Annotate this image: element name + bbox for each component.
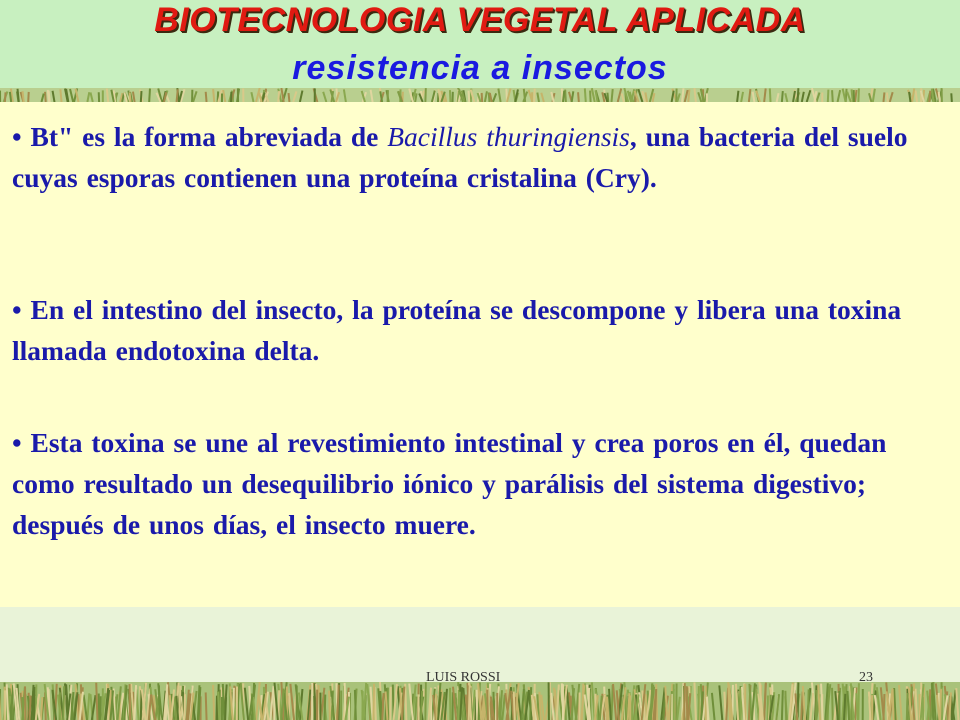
grass-blade [382, 693, 383, 720]
grass-blade [782, 91, 783, 102]
grass-blade [206, 92, 207, 102]
grass-blade [45, 92, 46, 102]
grass-blade [687, 686, 688, 720]
grass-blade [684, 683, 685, 720]
grass-blade [458, 692, 459, 720]
grass-blade [23, 91, 24, 102]
grass-blade [737, 91, 738, 102]
grass-blade [916, 689, 917, 720]
grass-blade [329, 691, 330, 720]
grass-blade [932, 683, 933, 720]
grass-blade [96, 683, 97, 720]
grass-blade [130, 92, 131, 102]
grass-blade [883, 92, 884, 102]
grass-blade [916, 90, 917, 102]
grass-blade [530, 687, 531, 720]
grass-blade [682, 88, 683, 102]
grass-blade [415, 93, 416, 102]
bullet-1-species-name: Bacillus thuringiensis [387, 121, 630, 152]
slide-content [0, 102, 960, 607]
slide-subtitle: resistencia a insectos [292, 49, 668, 87]
bullet-1-prefix: • Bt" es la forma abreviada de [12, 121, 388, 152]
grass-blade [907, 693, 908, 720]
grass-blade [611, 89, 612, 102]
grass-blade [30, 695, 31, 720]
grass-blade [436, 694, 437, 720]
grass-blade [390, 687, 391, 720]
slide-header [0, 0, 960, 92]
grass-blade [563, 91, 564, 102]
grass-blade [48, 90, 49, 102]
bullet-2: • En el intestino del insecto, la proteína se descompone y libera una toxina llamada endotoxina delta. [12, 294, 902, 366]
grass-blade [289, 93, 290, 102]
grass-blade [206, 692, 207, 720]
grass-blade [213, 89, 214, 102]
bullet-3: • Esta toxina se une al revestimiento intestinal y crea poros en él, quedan como resultado un desequilibrio iónico y parálisis del sistema digestivo; después de unos días, el insecto muere. [12, 427, 887, 540]
grass-blade [940, 689, 941, 720]
grass-blade [816, 690, 817, 720]
grass-border-top [0, 88, 960, 102]
grass-blade [18, 89, 19, 102]
grass-blade [534, 89, 535, 102]
grass-blade [5, 690, 6, 720]
grass-blade [10, 92, 11, 102]
footer-page-number: 23 [859, 670, 873, 685]
grass-blade [832, 688, 833, 720]
grass-blade [355, 690, 356, 720]
grass-blade [688, 90, 689, 102]
grass-blade [565, 90, 566, 102]
grass-blade [578, 92, 579, 102]
grass-blade [939, 92, 940, 102]
grass-blade [770, 88, 771, 102]
grass-blade [855, 90, 856, 102]
grass-blade [22, 697, 23, 720]
grass-blade [405, 684, 406, 720]
grass-blade [314, 696, 315, 720]
grass-blade [213, 685, 214, 720]
slide-title: BIOTECNOLOGIA VEGETAL APLICADA [154, 1, 806, 39]
grass-blade [852, 89, 853, 102]
grass-blade [373, 684, 374, 720]
grass-blade [179, 686, 180, 720]
grass-blade [324, 695, 325, 720]
footer-author: LUIS ROSSI [426, 670, 501, 685]
bullet-1 [12, 116, 947, 198]
grass-blade [590, 91, 591, 102]
grass-blade [514, 692, 515, 720]
bullet-1-suffix: , una bacteria del suelo cuyas esporas contienen una proteína cristalina (Cry). [12, 121, 908, 193]
grass-blade [828, 90, 829, 102]
grass-blade [808, 689, 809, 720]
grass-blade [149, 89, 150, 102]
grass-blade [476, 690, 477, 720]
grass-blade [5, 92, 6, 102]
grass-blade [177, 89, 178, 102]
grass-blade [469, 91, 470, 102]
grass-blade [141, 91, 142, 102]
grass-blade [421, 691, 422, 720]
grass-blade [469, 684, 470, 720]
grass-border-bottom [0, 682, 960, 720]
grass-blade [28, 92, 29, 102]
grass-blade [929, 91, 930, 102]
grass-blade [487, 690, 488, 720]
grass-blade [63, 686, 64, 720]
grass-blade [141, 690, 142, 720]
grass-blade [785, 691, 786, 720]
grass-blade [798, 88, 799, 102]
grass-blade [225, 697, 226, 720]
grass-blade [782, 690, 783, 720]
grass-blade [724, 692, 725, 720]
grass-blade [909, 92, 910, 102]
grass-blade [184, 694, 185, 720]
grass-blade [893, 689, 894, 720]
grass-blade [278, 91, 279, 102]
grass-blade [844, 694, 845, 720]
grass-blade [887, 93, 888, 102]
grass-blade [832, 90, 833, 102]
grass-blade [585, 88, 586, 102]
grass-blade [740, 688, 741, 720]
grass-blade [415, 697, 416, 720]
grass-blade [107, 89, 108, 102]
grass-blade [858, 88, 859, 102]
grass-blade [218, 692, 219, 720]
grass-blade [60, 89, 61, 102]
grass-blade [611, 685, 612, 720]
grass-blade [951, 93, 952, 102]
